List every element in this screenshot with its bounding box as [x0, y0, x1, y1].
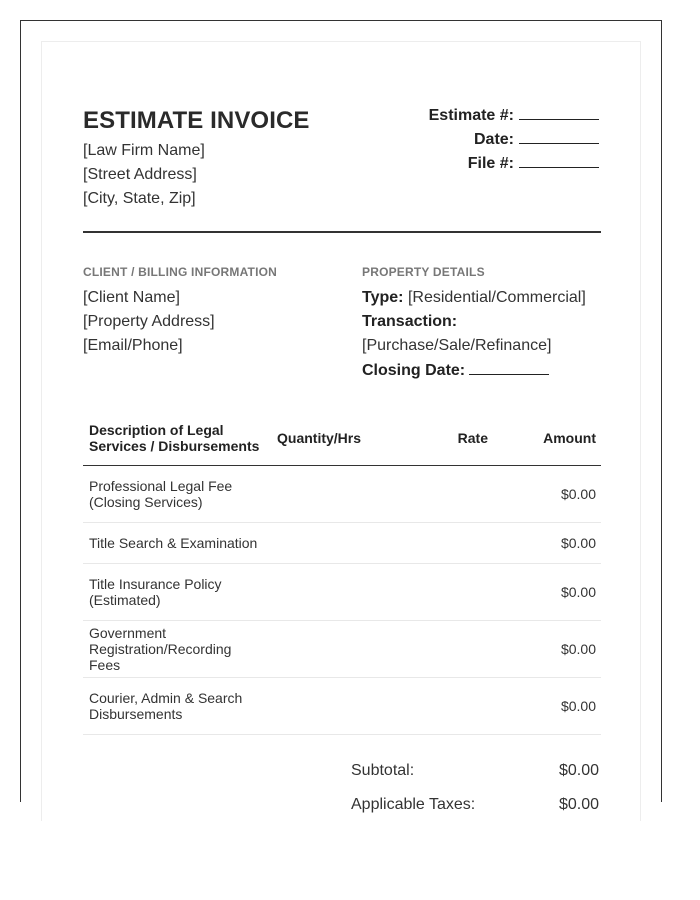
document-title: ESTIMATE INVOICE	[83, 107, 310, 134]
row-quantity	[271, 522, 391, 563]
row-amount: $0.00	[493, 677, 601, 734]
taxes-label: Applicable Taxes:	[351, 796, 476, 813]
services-table	[83, 411, 601, 735]
table-row	[83, 563, 601, 620]
date-row	[474, 130, 599, 149]
client-name: [Client Name]	[83, 289, 180, 306]
row-quantity	[271, 620, 391, 677]
table-row	[83, 620, 601, 677]
property-type-value: [Residential/Commercial]	[407, 289, 586, 306]
row-quantity	[271, 563, 391, 620]
subtotal-label: Subtotal:	[351, 762, 415, 779]
row-description: Professional Legal Fee (Closing Services)	[83, 465, 271, 522]
file-number-label: File #:	[467, 155, 514, 172]
property-type	[362, 289, 586, 307]
row-amount: $0.00	[493, 465, 601, 522]
closing-date-blank	[469, 361, 549, 375]
property-type-label: Type:	[362, 289, 404, 306]
row-amount: $0.00	[493, 620, 601, 677]
firm-name: [Law Firm Name]	[83, 142, 205, 159]
row-amount: $0.00	[493, 563, 601, 620]
row-quantity	[271, 677, 391, 734]
row-rate	[391, 465, 493, 522]
closing-date	[362, 361, 549, 380]
row-rate	[391, 563, 493, 620]
file-number-row	[468, 154, 599, 173]
estimate-number-row	[429, 106, 599, 125]
firm-city-state-zip: [City, State, Zip]	[83, 190, 196, 207]
column-header-amount: Amount	[493, 411, 601, 465]
row-quantity	[271, 465, 391, 522]
row-description: Government Registration/Recording Fees	[83, 620, 271, 677]
estimate-number-blank	[519, 106, 599, 120]
table-header-row	[83, 411, 601, 465]
subtotal-value: $0.00	[558, 762, 599, 779]
transaction-label: Transaction:	[362, 313, 458, 330]
file-number-blank	[519, 154, 599, 168]
row-rate	[391, 620, 493, 677]
table-row	[83, 465, 601, 522]
row-description: Courier, Admin & Search Disbursements	[83, 677, 271, 734]
closing-date-label: Closing Date:	[362, 362, 466, 379]
taxes-value: $0.00	[558, 796, 599, 813]
transaction-value: [Purchase/Sale/Refinance]	[362, 337, 552, 354]
invoice-page	[41, 41, 641, 821]
client-property-address: [Property Address]	[83, 313, 215, 330]
column-header-description: Description of Legal Services / Disbursements	[83, 411, 271, 465]
date-label: Date:	[473, 131, 514, 148]
column-header-quantity: Quantity/Hrs	[271, 411, 391, 465]
date-blank	[519, 130, 599, 144]
header-divider	[83, 231, 601, 233]
document-frame	[20, 20, 662, 813]
firm-street-address: [Street Address]	[83, 166, 197, 183]
row-rate	[391, 522, 493, 563]
table-row	[83, 677, 601, 734]
client-billing-heading: CLIENT / BILLING INFORMATION	[83, 265, 278, 279]
row-amount: $0.00	[493, 522, 601, 563]
column-header-rate: Rate	[391, 411, 493, 465]
transaction-label-line	[362, 313, 457, 331]
row-rate	[391, 677, 493, 734]
table-row	[83, 522, 601, 563]
row-description: Title Insurance Policy (Estimated)	[83, 563, 271, 620]
row-description: Title Search & Examination	[83, 522, 271, 563]
property-details-heading: PROPERTY DETAILS	[362, 265, 485, 279]
client-email-phone: [Email/Phone]	[83, 337, 183, 354]
estimate-number-label: Estimate #:	[428, 107, 514, 124]
